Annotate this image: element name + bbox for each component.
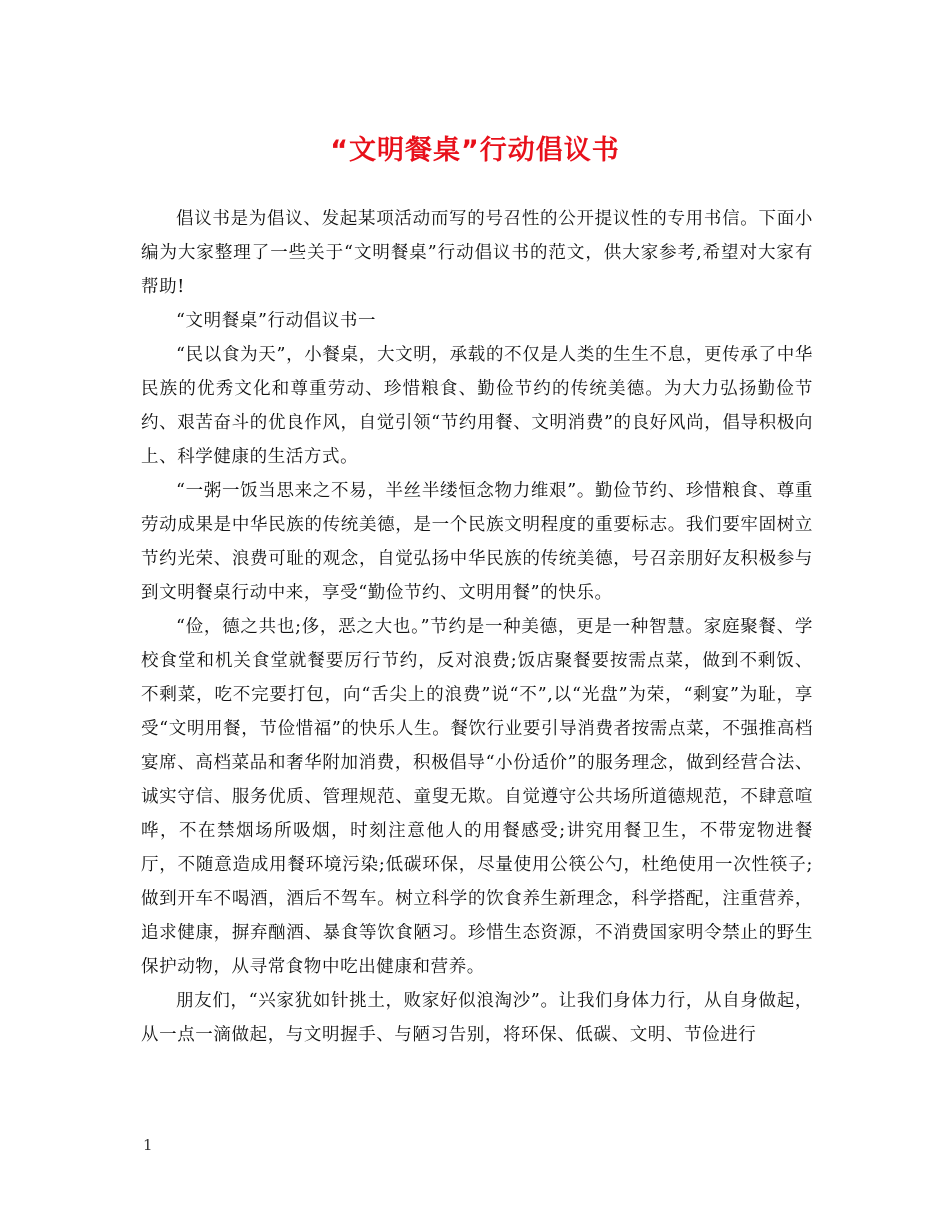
paragraph: “一粥一饭当思来之不易，半丝半缕恒念物力维艰”。勤俭节约、珍惜粮食、尊重劳动成果是中华民族的传统美德，是一个民族文明程度的重要标志。我们要牢固树立节约光荣、浪费可耻的观念，自觉弘扬中华民族的传统美德，号召亲朋好友积极参与到文明餐桌行动中来，享受“勤俭节约、文明用餐”的快乐。 (141, 481, 813, 603)
section-heading: “文明餐桌”行动倡议书一 (176, 311, 377, 331)
paragraph: “民以食为天”，小餐桌，大文明，承载的不仅是人类的生生不息，更传承了中华民族的优秀文化和尊重劳动、珍惜粮食、勤俭节约的传统美德。为大力弘扬勤俭节约、艰苦奋斗的优良作风，自觉引领“节约用餐、文明消费”的良好风尚，倡导积极向上、科学健康的生活方式。 (141, 345, 813, 467)
document-body (141, 202, 813, 1052)
document-title: “文明餐桌”行动倡议书 (330, 135, 620, 166)
page-number: 1 (143, 1136, 153, 1154)
paragraph: “俭，德之共也;侈，恶之大也。”节约是一种美德，更是一种智慧。家庭聚餐、学校食堂和机关食堂就餐要厉行节约，反对浪费;饭店聚餐要按需点菜，做到不剩饭、不剩菜，吃不完要打包，向“舌尖上的浪费”说“不”,以“光盘”为荣，“剩宴”为耻，享受“文明用餐，节俭惜福”的快乐人生。餐饮行业要引导消费者按需点菜，不强推高档宴席、高档菜品和奢华附加消费，积极倡导“小份适价”的服务理念，做到经营合法、诚实守信、服务优质、管理规范、童叟无欺。自觉遵守公共场所道德规范，不肆意喧哗，不在禁烟场所吸烟，时刻注意他人的用餐感受;讲究用餐卫生，不带宠物进餐厅，不随意造成用餐环境污染;低碳环保，尽量使用公筷公勺，杜绝使用一次性筷子;做到开车不喝酒，酒后不驾车。树立科学的饮食养生新理念，科学搭配，注重营养，追求健康，摒弃酗酒、暴食等饮食陋习。珍惜生态资源，不消费国家明令禁止的野生保护动物，从寻常食物中吃出健康和营养。 (141, 617, 813, 977)
paragraph: 朋友们，“兴家犹如针挑土，败家好似浪淘沙”。让我们身体力行，从自身做起，从一点一滴做起，与文明握手、与陋习告别，将环保、低碳、文明、节俭进行 (141, 991, 813, 1045)
paragraph-intro: 倡议书是为倡议、发起某项活动而写的号召性的公开提议性的专用书信。下面小编为大家整理了一些关于“文明餐桌”行动倡议书的范文，供大家参考,希望对大家有帮助! (141, 209, 813, 297)
